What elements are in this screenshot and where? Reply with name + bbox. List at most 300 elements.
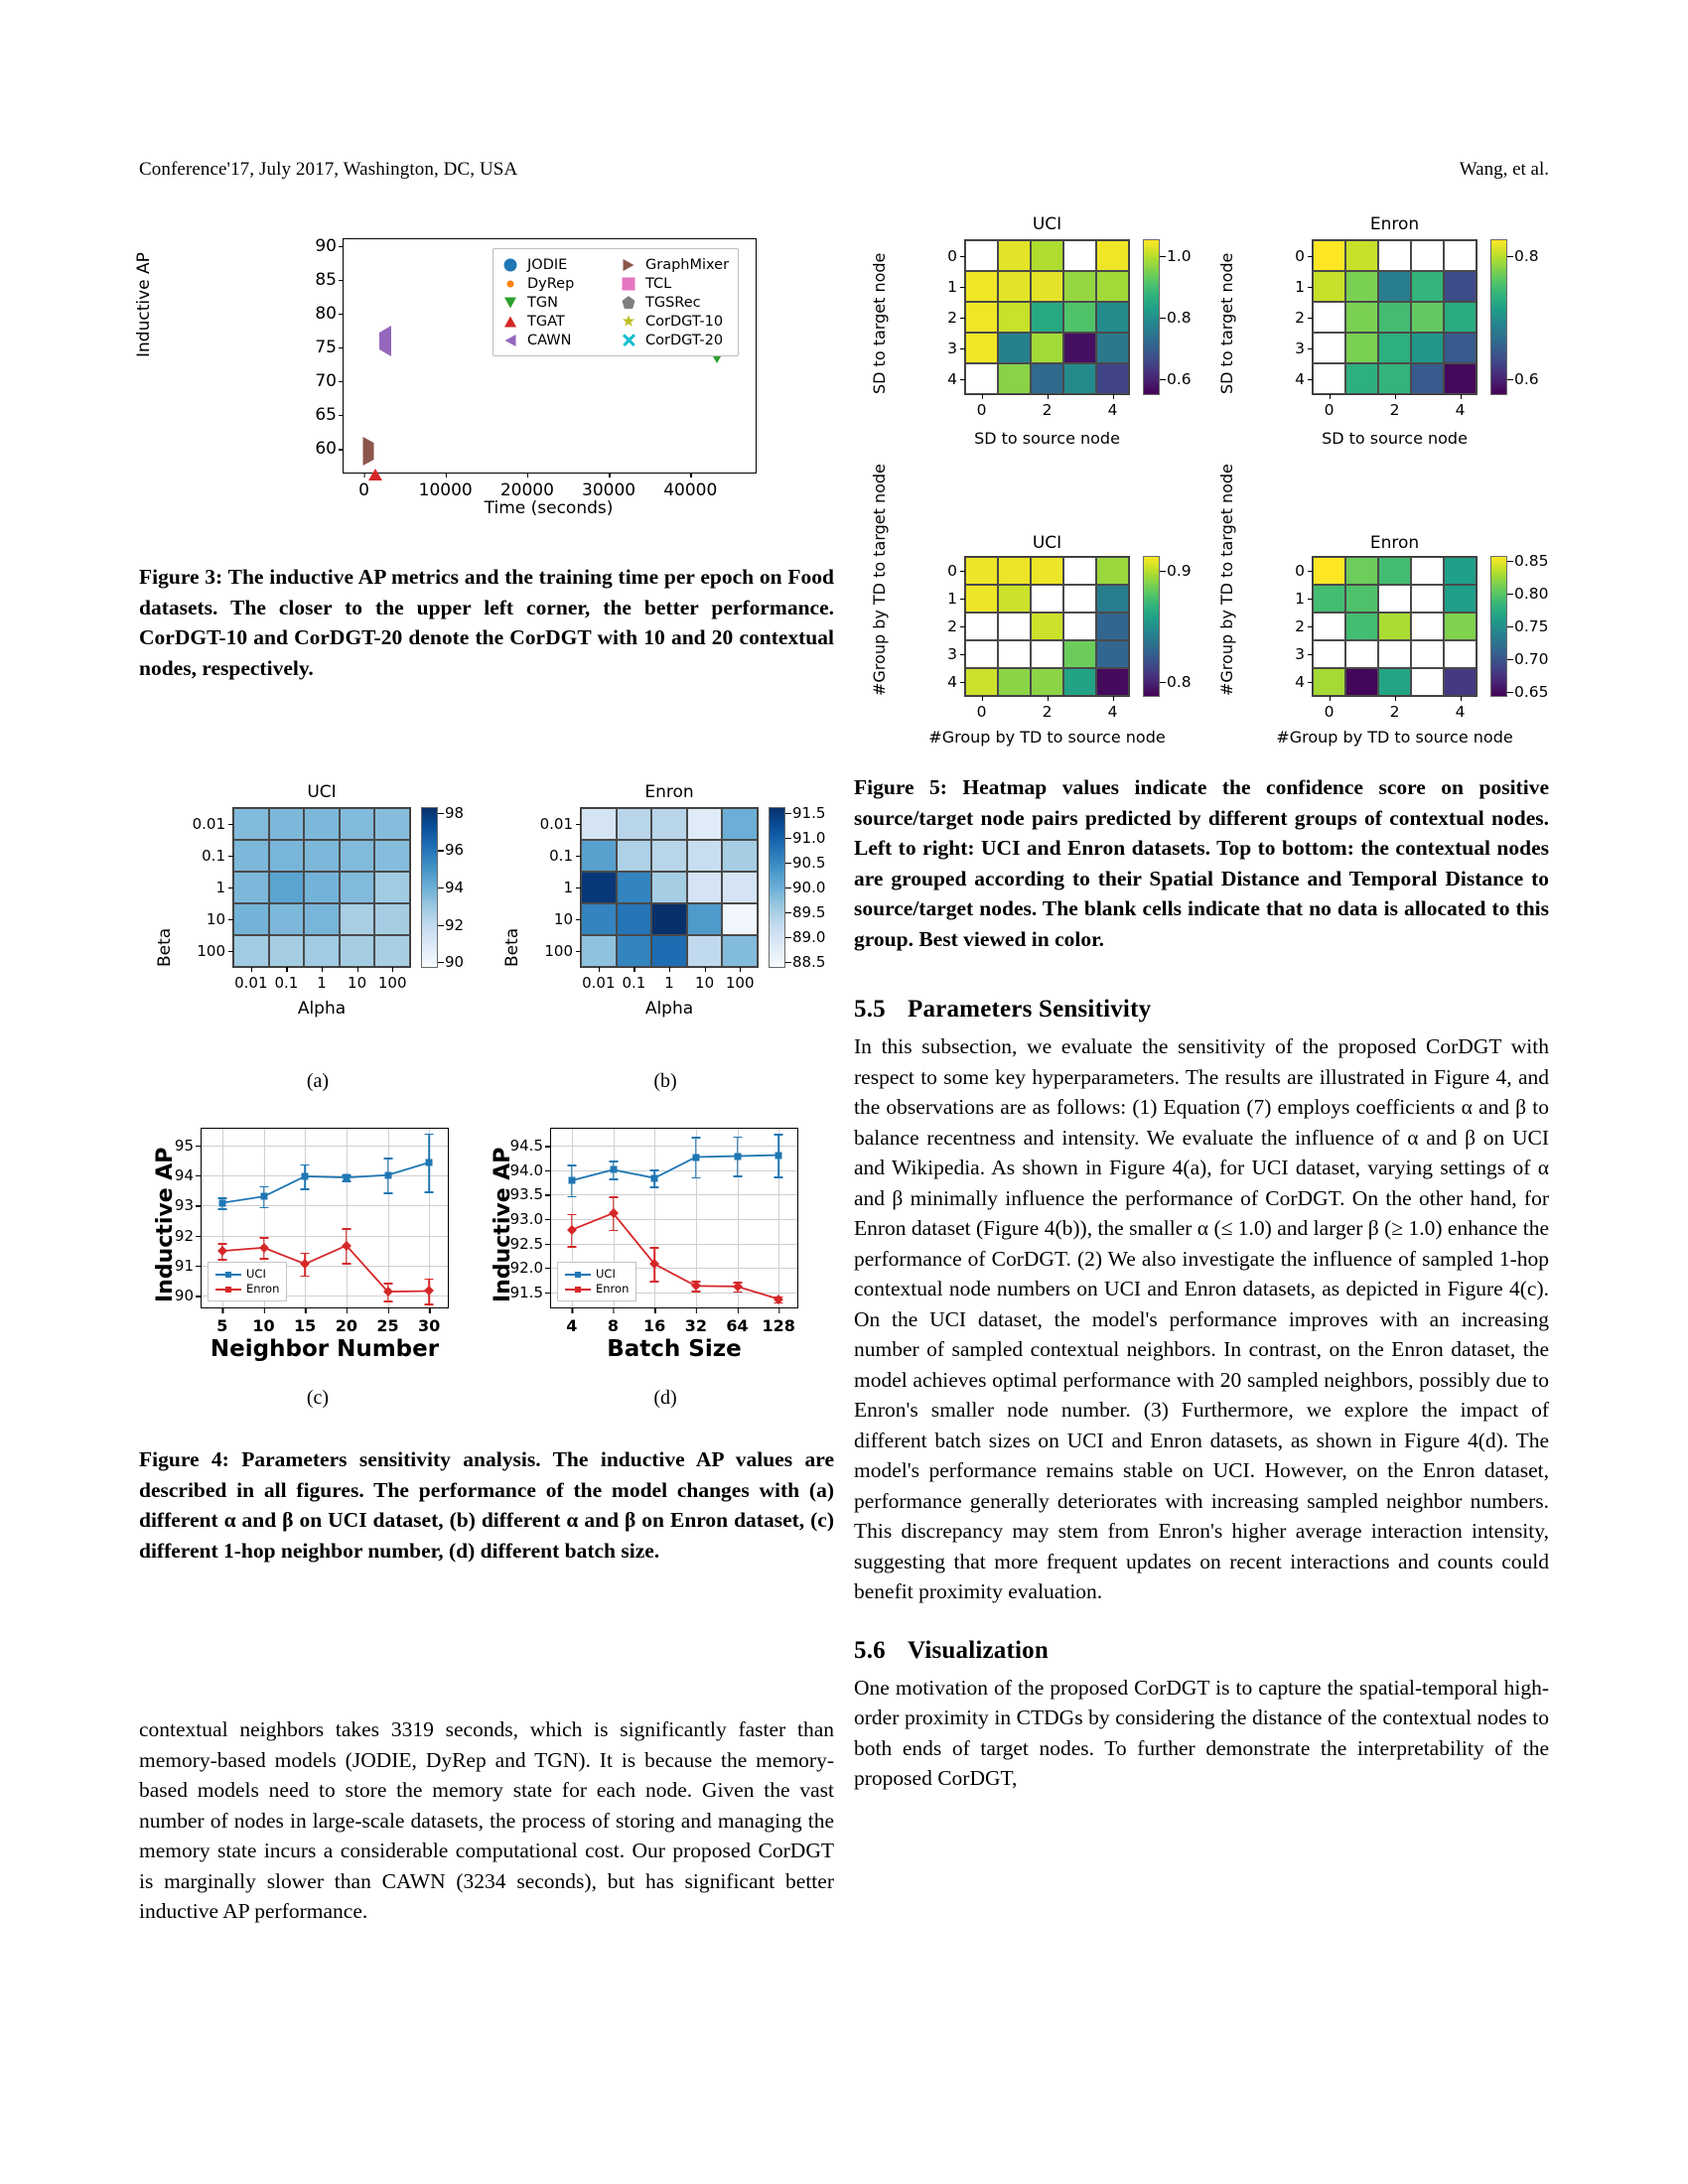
- heatmap-cell: [1378, 613, 1411, 640]
- heatmap-cell: [1063, 557, 1096, 585]
- heatmap-colorbar-tick: 91.5: [792, 803, 826, 822]
- heatmap-cell: [1378, 640, 1411, 668]
- heatmap-cell: [1031, 240, 1063, 271]
- heatmap-x-tick: 1: [664, 974, 674, 992]
- heatmap-cell: [1096, 271, 1129, 302]
- linechart-y-tick: 94.5: [509, 1137, 543, 1156]
- heatmap-y-tick-mark: [960, 654, 965, 655]
- linechart-error-cap: [217, 1243, 226, 1245]
- heatmap-cell: [651, 903, 687, 935]
- fig3-legend-label: TCL: [645, 275, 672, 292]
- heatmap-x-axis-label: SD to source node: [974, 429, 1120, 448]
- heatmap-x-axis-label: #Group by TD to source node: [1276, 728, 1513, 747]
- heatmap-cell: [1378, 557, 1411, 585]
- heatmap-cell: [269, 840, 305, 872]
- linechart-error-cap: [567, 1164, 576, 1166]
- linechart-y-axis-label: Inductive AP: [491, 1147, 515, 1302]
- heatmap-cell: [340, 872, 375, 903]
- linechart-data-point: [343, 1174, 350, 1181]
- heatmap-cell: [965, 585, 998, 613]
- linechart-x-tick: 64: [726, 1316, 749, 1335]
- heatmap-cell: [1378, 240, 1411, 271]
- heatmap-y-tick: 1: [947, 590, 957, 608]
- heatmap-colorbar-tick: 91.0: [792, 828, 826, 847]
- heatmap-x-tick-mark: [1048, 696, 1049, 701]
- linechart-error-cap: [650, 1186, 659, 1188]
- heatmap-cell: [1031, 668, 1063, 696]
- heatmap-title: UCI: [1032, 214, 1062, 234]
- heatmap-cell: [1444, 271, 1477, 302]
- heatmap-cell: [1096, 363, 1129, 394]
- heatmap-cell: [1313, 302, 1345, 333]
- heatmap-y-tick: 4: [1295, 673, 1305, 691]
- heatmap-cell: [1096, 585, 1129, 613]
- linechart-data-point: [692, 1154, 699, 1160]
- heatmap-cell: [617, 808, 652, 840]
- linechart-error-cap: [383, 1283, 392, 1285]
- heatmap-cell: [998, 333, 1031, 363]
- linechart-data-point: [218, 1199, 225, 1206]
- linechart-error-cap: [383, 1192, 392, 1194]
- figure-4d-linechart: [477, 1114, 834, 1382]
- heatmap-x-tick: 4: [1107, 703, 1118, 721]
- heatmap-cell: [1313, 613, 1345, 640]
- heatmap-cell: [998, 585, 1031, 613]
- heatmap-colorbar-tick: 0.8: [1167, 673, 1192, 691]
- heatmap-colorbar: [422, 808, 437, 967]
- heatmap-y-tick-mark: [1308, 348, 1313, 349]
- heatmap-cell: [1031, 363, 1063, 394]
- linechart-y-tick: 93.0: [509, 1210, 543, 1228]
- heatmap-x-tick-mark: [251, 967, 252, 972]
- fig3-y-tick: 85: [315, 269, 337, 290]
- heatmap-y-tick: 3: [947, 645, 957, 663]
- heatmap-x-axis-label: Alpha: [644, 999, 694, 1019]
- heatmap-colorbar-tick: 98: [445, 803, 465, 822]
- heatmap-cell: [304, 840, 340, 872]
- heatmap-cell: [1444, 302, 1477, 333]
- heatmap-y-tick: 2: [1295, 617, 1305, 635]
- heatmap-cell: [965, 557, 998, 585]
- linechart-y-tick: 92.0: [509, 1259, 543, 1278]
- heatmap-cell: [1378, 302, 1411, 333]
- heatmap-cell: [269, 808, 305, 840]
- heatmap-y-tick: 1: [1295, 590, 1305, 608]
- linechart-error-cap: [691, 1291, 700, 1293]
- heatmap-x-tick-mark: [1395, 696, 1396, 701]
- linechart-legend: [557, 1262, 636, 1301]
- heatmap-grid: [965, 557, 1129, 696]
- heatmap-cell: [1378, 363, 1411, 394]
- heatmap-cell: [651, 872, 687, 903]
- heatmap-grid: [581, 808, 758, 967]
- heatmap-cell: [1313, 557, 1345, 585]
- linechart-legend-marker-icon: [565, 1274, 591, 1276]
- heatmap-cell: [1378, 271, 1411, 302]
- heatmap-cell: [998, 640, 1031, 668]
- heatmap-cell: [1345, 333, 1378, 363]
- heatmap-colorbar: [1144, 557, 1159, 696]
- heatmap-y-tick: 1: [1295, 277, 1305, 296]
- linechart-y-tick: 92: [174, 1226, 194, 1245]
- heatmap-x-tick: 1: [317, 974, 327, 992]
- heatmap-y-tick: 4: [947, 673, 957, 691]
- heatmap-y-tick: 10: [206, 910, 225, 928]
- heatmap-x-tick: 100: [377, 974, 407, 992]
- heatmap-colorbar-tick: 94: [445, 879, 465, 896]
- running-head: [0, 159, 1688, 185]
- fig3-y-axis-label: Inductive AP: [134, 252, 154, 357]
- linechart-data-point: [651, 1174, 658, 1181]
- heatmap-colorbar-tick: 0.70: [1514, 649, 1549, 668]
- heatmap-y-tick: 3: [1295, 339, 1305, 357]
- heatmap-x-tick-mark: [669, 967, 670, 972]
- heatmap-cell: [1345, 640, 1378, 668]
- fig3-x-tick: 20000: [499, 480, 554, 500]
- fig3-x-axis-label: Time (seconds): [484, 498, 614, 518]
- heatmap-y-tick: 2: [1295, 308, 1305, 327]
- heatmap-cell: [340, 808, 375, 840]
- fig3-plot-area: [315, 235, 757, 500]
- heatmap-cell: [1411, 363, 1444, 394]
- heatmap-cell: [965, 240, 998, 271]
- fig3-legend-label: TGSRec: [645, 294, 701, 311]
- heatmap-cell: [617, 935, 652, 967]
- heatmap-x-tick-mark: [599, 967, 600, 972]
- linechart-x-axis-label: Neighbor Number: [210, 1336, 440, 1362]
- heatmap-cell: [1031, 557, 1063, 585]
- heatmap-cell: [687, 808, 723, 840]
- heatmap-cell: [1096, 668, 1129, 696]
- section-5-5-number: 5.5: [854, 996, 886, 1023]
- fig3-legend-marker-icon: [620, 295, 637, 310]
- linechart-legend-marker-icon: [215, 1289, 241, 1291]
- heatmap-cell: [1063, 271, 1096, 302]
- linechart-data-point: [426, 1159, 433, 1165]
- heatmap-x-tick-mark: [357, 967, 358, 972]
- linechart-plot-area: [509, 1128, 798, 1335]
- linechart-x-tick: 25: [376, 1316, 399, 1335]
- figure-4c-linechart: [139, 1114, 487, 1382]
- heatmap-y-tick: 4: [947, 369, 957, 388]
- heatmap-cell: [617, 872, 652, 903]
- heatmap-cell: [722, 903, 758, 935]
- heatmap-title: UCI: [307, 782, 337, 802]
- heatmap-cell: [1411, 333, 1444, 363]
- fig3-data-point: [710, 363, 724, 381]
- heatmap-cell: [1313, 585, 1345, 613]
- fig3-legend-item: [501, 313, 614, 330]
- heatmap-cell: [269, 935, 305, 967]
- heatmap-y-tick-mark: [960, 571, 965, 572]
- section-5-6-title: Visualization: [908, 1636, 1049, 1664]
- heatmap-colorbar: [1144, 240, 1159, 394]
- figure-4-ab-row: [139, 772, 834, 1070]
- running-head-right: Wang, et al.: [1459, 159, 1549, 180]
- heatmap-y-tick-mark: [1308, 256, 1313, 257]
- heatmap-y-tick-mark: [576, 951, 581, 952]
- fig3-legend-marker-icon: [620, 333, 637, 347]
- linechart-y-tick: 94.0: [509, 1160, 543, 1179]
- heatmap-colorbar-tick: 0.75: [1514, 617, 1549, 635]
- fig3-y-tick: 75: [315, 337, 337, 357]
- fig3-legend-marker-icon: [620, 257, 637, 272]
- linechart-data-point: [302, 1172, 309, 1179]
- linechart-legend-item: [565, 1282, 629, 1297]
- heatmap-x-tick: 4: [1107, 401, 1118, 419]
- linechart-x-tick: 20: [335, 1316, 357, 1335]
- heatmap-title: Enron: [644, 782, 694, 802]
- fig3-x-tick: 30000: [582, 480, 636, 500]
- linechart-x-tick: 32: [684, 1316, 707, 1335]
- heatmap-x-tick-mark: [322, 967, 323, 972]
- heatmap-cell: [1378, 585, 1411, 613]
- figure-4-cd-labels: [139, 1387, 834, 1421]
- figure-3-scatter: [134, 208, 834, 536]
- heatmap-colorbar-tick: 0.6: [1514, 369, 1539, 388]
- heatmap-y-tick-mark: [1308, 287, 1313, 288]
- linechart-y-tick: 93.5: [509, 1185, 543, 1204]
- heatmap-cell: [269, 872, 305, 903]
- linechart-legend-label: Enron: [246, 1282, 280, 1296]
- heatmap-cell: [1345, 585, 1378, 613]
- fig3-legend-marker-icon: [620, 276, 637, 291]
- heatmap-y-tick-mark: [228, 919, 233, 920]
- heatmap-x-axis-label: SD to source node: [1322, 429, 1468, 448]
- heatmap-y-tick-mark: [960, 682, 965, 683]
- linechart-legend: [208, 1262, 287, 1301]
- heatmap-cell: [1444, 240, 1477, 271]
- figure-5-row-td: [854, 464, 1549, 747]
- linechart-error-cap: [650, 1281, 659, 1283]
- fig3-legend-marker-icon: [620, 314, 637, 329]
- heatmap-cell: [998, 271, 1031, 302]
- heatmap-colorbar-tick: 89.5: [792, 903, 826, 922]
- heatmap-y-axis-label: SD to target node: [870, 252, 889, 394]
- heatmap-cell: [687, 872, 723, 903]
- linechart-x-tick: 15: [294, 1316, 317, 1335]
- linechart-error-cap: [259, 1237, 268, 1239]
- figure-4-ab-labels: [139, 1070, 834, 1100]
- heatmap-colorbar: [770, 808, 784, 967]
- heatmap-cell: [1031, 333, 1063, 363]
- fig3-y-tick: 80: [315, 303, 337, 324]
- linechart-error-cap: [609, 1178, 618, 1180]
- fig3-y-tick: 65: [315, 405, 337, 426]
- heatmap-x-tick: 2: [1042, 401, 1053, 419]
- heatmap-cell: [1096, 613, 1129, 640]
- subfig-label-d: (d): [653, 1387, 677, 1409]
- heatmap-y-tick: 0: [1295, 562, 1305, 580]
- heatmap-y-tick: 4: [1295, 369, 1305, 388]
- heatmap-x-tick-mark: [1461, 696, 1462, 701]
- heatmap-colorbar-tick: 96: [445, 841, 465, 860]
- heatmap-x-tick: 2: [1389, 401, 1400, 419]
- heatmap-cell: [651, 935, 687, 967]
- linechart-error-cap: [259, 1207, 268, 1209]
- linechart-error-cap: [609, 1196, 618, 1198]
- heatmap-colorbar-tick: 90.5: [792, 853, 826, 872]
- heatmap-y-tick-mark: [228, 887, 233, 888]
- heatmap-y-axis-label: Beta: [155, 927, 175, 967]
- subfig-label-c: (c): [306, 1387, 330, 1409]
- heatmap-colorbar-tick: 0.85: [1514, 552, 1549, 571]
- heatmap-cell: [965, 333, 998, 363]
- heatmap-cell: [1444, 585, 1477, 613]
- heatmap-cell: [1313, 668, 1345, 696]
- fig3-legend-item: [501, 294, 614, 311]
- linechart-y-tick: 92.5: [509, 1234, 543, 1253]
- heatmap-x-tick-mark: [705, 967, 706, 972]
- heatmap-cell: [304, 903, 340, 935]
- heatmap-y-tick: 100: [197, 942, 225, 960]
- heatmap-x-tick: 100: [725, 974, 755, 992]
- linechart-error-cap: [425, 1191, 434, 1193]
- heatmap-grid: [1313, 240, 1477, 394]
- heatmap-x-tick: 2: [1042, 703, 1053, 721]
- heatmap-y-tick-mark: [576, 919, 581, 920]
- figure-4a-heatmap: [139, 772, 487, 1050]
- fig3-legend-label: CorDGT-10: [645, 313, 724, 330]
- heatmap-grid: [965, 240, 1129, 394]
- heatmap-cell: [1031, 613, 1063, 640]
- heatmap-cell: [651, 840, 687, 872]
- linechart-x-axis-label: Batch Size: [607, 1336, 742, 1362]
- fig3-legend-marker-icon: [501, 333, 519, 347]
- heatmap-cell: [581, 872, 617, 903]
- heatmap-x-tick: 0.01: [234, 974, 268, 992]
- heatmap-y-tick-mark: [576, 824, 581, 825]
- heatmap-cell: [1345, 363, 1378, 394]
- linechart-y-tick: 90: [174, 1287, 194, 1305]
- heatmap-y-tick-mark: [1308, 682, 1313, 683]
- heatmap-y-tick: 2: [947, 617, 957, 635]
- linechart-data-point: [610, 1166, 617, 1173]
- heatmap-x-tick: 2: [1389, 703, 1400, 721]
- linechart-error-cap: [774, 1134, 783, 1136]
- heatmap-cell: [304, 808, 340, 840]
- linechart-error-cap: [733, 1175, 742, 1177]
- linechart-error-cap: [217, 1208, 226, 1210]
- heatmap-title: Enron: [1369, 533, 1420, 553]
- heatmap-y-tick-mark: [960, 287, 965, 288]
- heatmap-colorbar-tick: 1.0: [1167, 246, 1192, 265]
- heatmap-cell: [1444, 333, 1477, 363]
- running-head-left: Conference'17, July 2017, Washington, DC, USA: [139, 159, 518, 180]
- heatmap-y-tick: 0.1: [202, 847, 225, 865]
- heatmap-x-tick: 4: [1455, 401, 1466, 419]
- linechart-data-point: [775, 1152, 782, 1159]
- subfig-label-b: (b): [653, 1070, 677, 1092]
- heatmap-x-tick-mark: [286, 967, 287, 972]
- heatmap-cell: [1031, 640, 1063, 668]
- heatmap-y-tick: 0.01: [192, 815, 225, 833]
- heatmap-cell: [1411, 585, 1444, 613]
- heatmap-cell: [1031, 302, 1063, 333]
- heatmap-x-tick-mark: [1048, 394, 1049, 399]
- linechart-error-cap: [609, 1230, 618, 1232]
- heatmap-y-tick: 0.1: [549, 847, 573, 865]
- linechart-error-cap: [425, 1303, 434, 1305]
- heatmap-y-tick: 1: [215, 879, 225, 896]
- heatmap-x-tick: 0: [976, 401, 987, 419]
- heatmap-cell: [374, 808, 410, 840]
- figure-5-row-sd: [854, 208, 1549, 531]
- fig3-legend-marker-icon: [501, 295, 519, 310]
- heatmap-colorbar-tick: 0.65: [1514, 682, 1549, 701]
- linechart-error-cap: [301, 1253, 310, 1255]
- linechart-error-cap: [259, 1186, 268, 1188]
- fig3-legend-item: [501, 332, 614, 348]
- heatmap-cell: [1063, 240, 1096, 271]
- heatmap-cell: [1313, 640, 1345, 668]
- heatmap-cell: [1411, 668, 1444, 696]
- heatmap-cell: [1031, 585, 1063, 613]
- heatmap-cell: [1444, 613, 1477, 640]
- heatmap-y-axis-label: #Group by TD to target node: [1217, 464, 1236, 696]
- heatmap-cell: [1378, 333, 1411, 363]
- heatmap-cell: [965, 640, 998, 668]
- heatmap-cell: [1063, 302, 1096, 333]
- linechart-error-cap: [691, 1177, 700, 1179]
- fig3-y-tick: 60: [315, 439, 337, 460]
- heatmap-cell: [233, 840, 269, 872]
- heatmap-y-tick: 1: [947, 277, 957, 296]
- fig3-y-tick: 70: [315, 371, 337, 392]
- section-5-6-number: 5.6: [854, 1636, 886, 1664]
- heatmap-cell: [581, 808, 617, 840]
- fig3-data-point: [362, 443, 373, 461]
- heatmap-cell: [1345, 668, 1378, 696]
- heatmap-x-tick-mark: [1113, 696, 1114, 701]
- fig3-legend-item: [501, 256, 614, 273]
- fig3-legend-label: JODIE: [527, 256, 568, 273]
- heatmap-cell: [1096, 557, 1129, 585]
- left-column-paragraph: contextual neighbors takes 3319 seconds, which is significantly faster than memory-based models (JODIE, DyRep and TGN). It is because the memory-based models need to store the memory state for each node. Given the vast number of nodes in large-scale datasets, the process of storing and managing the memory state incurs a considerable computational cost. Our proposed CorDGT is marginally slower than CAWN (3234 seconds), but has significant better inductive AP performance.: [139, 1717, 834, 1923]
- linechart-y-tick: 91: [174, 1257, 194, 1276]
- heatmap-cell: [1096, 640, 1129, 668]
- linechart-legend-label: UCI: [596, 1267, 616, 1281]
- heatmap-cell: [722, 935, 758, 967]
- figure-4b-heatmap: [487, 772, 834, 1050]
- section-5-5-heading: [854, 996, 1549, 1024]
- heatmap-colorbar: [1491, 240, 1506, 394]
- heatmap-y-tick: 3: [1295, 645, 1305, 663]
- figure-5-sd-uci-heatmap: [854, 208, 1201, 526]
- heatmap-y-tick: 0: [947, 246, 957, 265]
- heatmap-x-tick-mark: [633, 967, 634, 972]
- heatmap-cell: [1345, 302, 1378, 333]
- linechart-data-point: [568, 1177, 575, 1184]
- heatmap-cell: [1313, 240, 1345, 271]
- heatmap-cell: [998, 613, 1031, 640]
- heatmap-y-tick-mark: [1308, 379, 1313, 380]
- heatmap-cell: [617, 840, 652, 872]
- heatmap-cell: [269, 903, 305, 935]
- linechart-error-cap: [383, 1158, 392, 1160]
- heatmap-cell: [651, 808, 687, 840]
- fig3-legend-label: CAWN: [527, 332, 572, 348]
- heatmap-cell: [1063, 640, 1096, 668]
- heatmap-cell: [1096, 302, 1129, 333]
- heatmap-x-axis-label: #Group by TD to source node: [928, 728, 1166, 747]
- linechart-data-point: [260, 1193, 267, 1200]
- linechart-error-cap: [650, 1247, 659, 1249]
- heatmap-y-tick-mark: [576, 856, 581, 857]
- heatmap-cell: [1345, 240, 1378, 271]
- fig3-legend-label: CorDGT-20: [645, 332, 724, 348]
- fig3-legend-item: [620, 332, 732, 348]
